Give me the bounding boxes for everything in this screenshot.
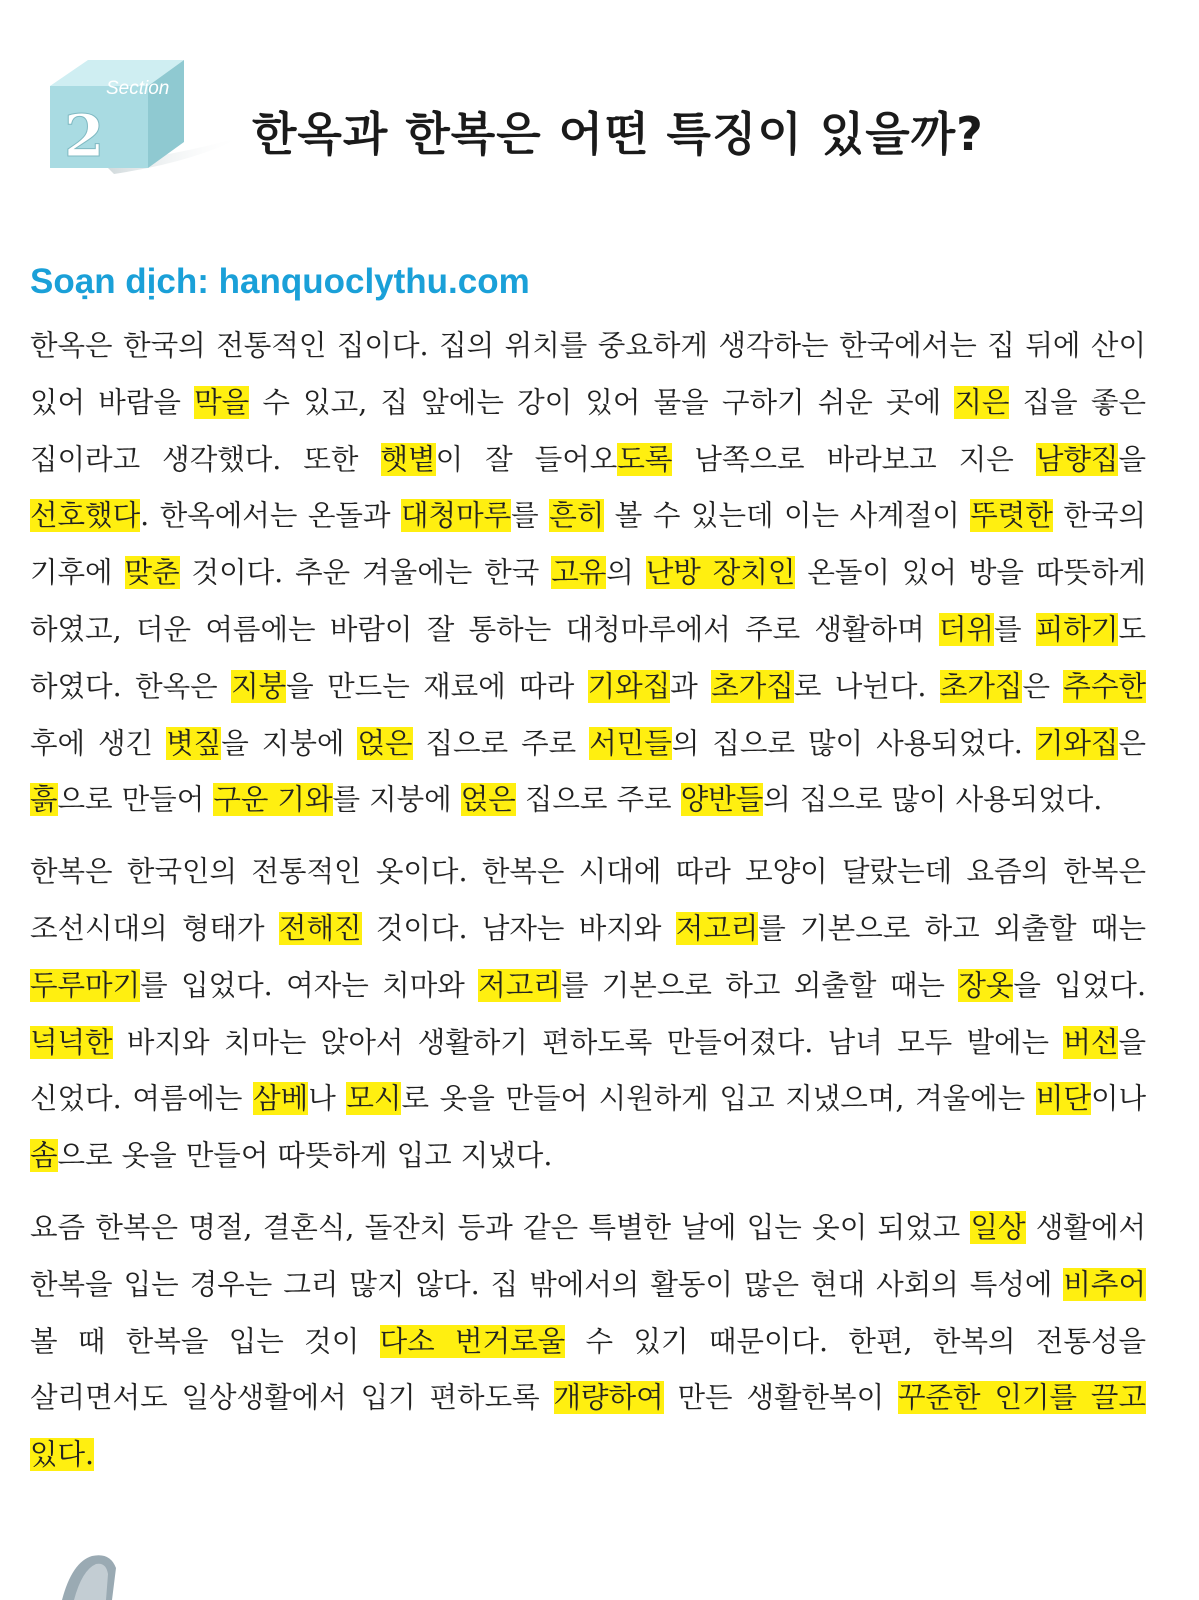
highlighted-term: 삼베 [253, 1082, 309, 1116]
highlighted-term: 비단 [1035, 1082, 1091, 1116]
text-run: 은 [1118, 726, 1146, 760]
text-run: 를 기본으로 하고 외출할 때는 [758, 911, 1146, 945]
highlighted-term: 지은 [954, 385, 1010, 419]
text-run: 집으로 주로 [515, 783, 681, 817]
highlighted-term: 얹은 [357, 726, 413, 760]
section-badge [44, 56, 254, 176]
highlighted-term: 도록 [617, 442, 673, 476]
paragraph [30, 844, 1146, 1185]
text-run: 이 잘 들어오 [435, 442, 618, 476]
text-run: 를 [994, 612, 1036, 646]
text-run: 을 [1118, 442, 1146, 476]
text-run: 나 [308, 1082, 347, 1116]
text-run: 온돌이 있어 방을 따뜻하게 하였고, 더운 여름에는 바람이 잘 통하는 대청마루에서 주로 생활하며 [30, 556, 1147, 646]
highlighted-term: 맞춘 [124, 556, 180, 590]
highlighted-term: 넉넉한 [30, 1025, 113, 1059]
text-run: 수 있고, 집 앞에는 강이 있어 물을 구하기 쉬운 곳에 [249, 385, 955, 419]
page-decoration-icon [52, 1548, 132, 1600]
text-run: 생활에서 한복을 입는 경우는 그리 많지 않다. 집 밖에서의 활동이 많은 현대 사회의 특성에 [30, 1210, 1147, 1301]
highlighted-term: 버선 [1063, 1025, 1119, 1059]
highlighted-term: 개량하여 [553, 1381, 664, 1415]
section-number: 2 [64, 102, 105, 170]
highlighted-term: 초가집 [711, 669, 794, 703]
text-run: 볼 수 있는데 이는 사계절이 [604, 499, 971, 533]
text-run: 한국의 기후에 [30, 499, 1146, 590]
highlighted-term: 고유 [551, 556, 607, 590]
text-run: 집을 좋은 집이라고 생각했다. 또한 [30, 385, 1146, 476]
highlighted-term: 기와집 [1035, 726, 1119, 760]
highlighted-term: 모시 [346, 1082, 402, 1116]
highlighted-term: 난방 장치인 [645, 556, 796, 590]
text-run: 으로 옷을 만들어 따뜻하게 입고 지냈다. [57, 1139, 553, 1173]
highlighted-term: 저고리 [478, 968, 561, 1002]
page-title: 한옥과 한복은 어떤 특징이 있을까? [252, 107, 984, 161]
text-run: 한복은 한국인의 전통적인 옷이다. 한복은 시대에 따라 모양이 달랐는데 요즘의 한복은 조선시대의 형태가 [30, 855, 1146, 945]
text-run: 의 [606, 556, 646, 590]
text-run: 을 만드는 재료에 따라 [286, 669, 588, 703]
highlighted-term: 추수한 [1063, 669, 1147, 703]
highlighted-term: 전해진 [278, 911, 362, 945]
text-run: 를 기본으로 하고 외출할 때는 [560, 968, 959, 1002]
highlighted-term: 피하기 [1035, 612, 1119, 646]
highlighted-term: 비추어 [1063, 1267, 1146, 1301]
text-run: 과 [670, 669, 712, 703]
text-run: 를 입었다. 여자는 치마와 [140, 968, 479, 1002]
text-run: 것이다. 추운 겨울에는 한국 [179, 556, 552, 590]
text-run: 수 있기 때문이다. 한편, 한복의 전통성을 살리면서도 일상생활에서 입기 편하도록 [30, 1324, 1147, 1415]
highlighted-term: 서민들 [589, 726, 672, 760]
text-run: 으로 만들어 [57, 783, 214, 817]
highlighted-term: 다소 번거로울 [379, 1324, 566, 1358]
highlighted-term: 막을 [194, 385, 250, 419]
source-credit: Soạn dịch: hanquoclythu.com [30, 262, 530, 301]
text-run: 을 입었다. [1013, 968, 1147, 1002]
highlighted-term: 저고리 [675, 911, 759, 945]
highlighted-term: 꾸준한 인기를 끌고 있다. [30, 1381, 1146, 1472]
highlighted-term: 두루마기 [30, 968, 141, 1002]
text-run: 를 지붕에 [332, 783, 461, 817]
highlighted-term: 흔히 [549, 499, 605, 533]
text-run: 로 옷을 만들어 시원하게 입고 지냈으며, 겨울에는 [401, 1082, 1036, 1116]
highlighted-term: 볏짚 [166, 726, 222, 760]
paragraph [30, 1200, 1146, 1484]
highlighted-term: 구운 기와 [213, 783, 333, 817]
highlighted-term: 대청마루 [401, 499, 512, 533]
highlighted-term: 흙 [30, 783, 58, 817]
text-run: 의 집으로 많이 사용되었다. [671, 726, 1036, 760]
text-run: 후에 생긴 [30, 726, 167, 760]
article-body [30, 318, 1146, 1484]
text-run: 만든 생활한복이 [663, 1381, 898, 1415]
text-run: 은 [1022, 669, 1064, 703]
highlighted-term: 초가집 [939, 669, 1023, 703]
highlighted-term: 얹은 [460, 783, 516, 817]
text-run: 의 집으로 많이 사용되었다. [763, 783, 1103, 817]
text-run: 남쪽으로 바라보고 지은 [672, 442, 1036, 476]
text-run: 한옥은 한국의 전통적인 집이다. 집의 위치를 중요하게 생각하는 한국에서는 집 뒤에 산이 있어 바람을 [30, 329, 1146, 419]
text-run: 을 지붕에 [221, 726, 358, 760]
highlighted-term: 지붕 [231, 669, 287, 703]
highlighted-term: 장옷 [958, 968, 1014, 1002]
text-run: 을 신었다. 여름에는 [30, 1025, 1146, 1116]
highlighted-term: 일상 [970, 1210, 1026, 1244]
paragraph [30, 318, 1146, 829]
text-run: 것이다. 남자는 바지와 [361, 911, 676, 945]
text-run: 로 나뉜다. [793, 669, 940, 703]
highlighted-term: 햇볕 [380, 442, 436, 476]
highlighted-term: 남향집 [1035, 442, 1119, 476]
highlighted-term: 솜 [30, 1139, 58, 1173]
highlighted-term: 선호했다 [30, 499, 141, 533]
text-run: 도 하였다. 한옥은 [30, 612, 1147, 703]
text-run: 집으로 주로 [412, 726, 590, 760]
section-label: Section [106, 78, 170, 99]
section-header [0, 0, 1199, 220]
highlighted-term: 기와집 [587, 669, 671, 703]
text-run: 이나 [1090, 1082, 1146, 1116]
highlighted-term: 양반들 [680, 783, 764, 817]
highlighted-term: 더위 [938, 612, 995, 646]
text-run: 볼 때 한복을 입는 것이 [30, 1324, 380, 1358]
text-run: 요즘 한복은 명절, 결혼식, 돌잔치 등과 같은 특별한 날에 입는 옷이 되었고 [30, 1210, 971, 1244]
text-run: . 한옥에서는 온돌과 [140, 499, 402, 533]
highlighted-term: 뚜렷한 [970, 499, 1053, 533]
text-run: 를 [511, 499, 550, 533]
text-run: 바지와 치마는 앉아서 생활하기 편하도록 만들어졌다. 남녀 모두 발에는 [112, 1025, 1064, 1059]
